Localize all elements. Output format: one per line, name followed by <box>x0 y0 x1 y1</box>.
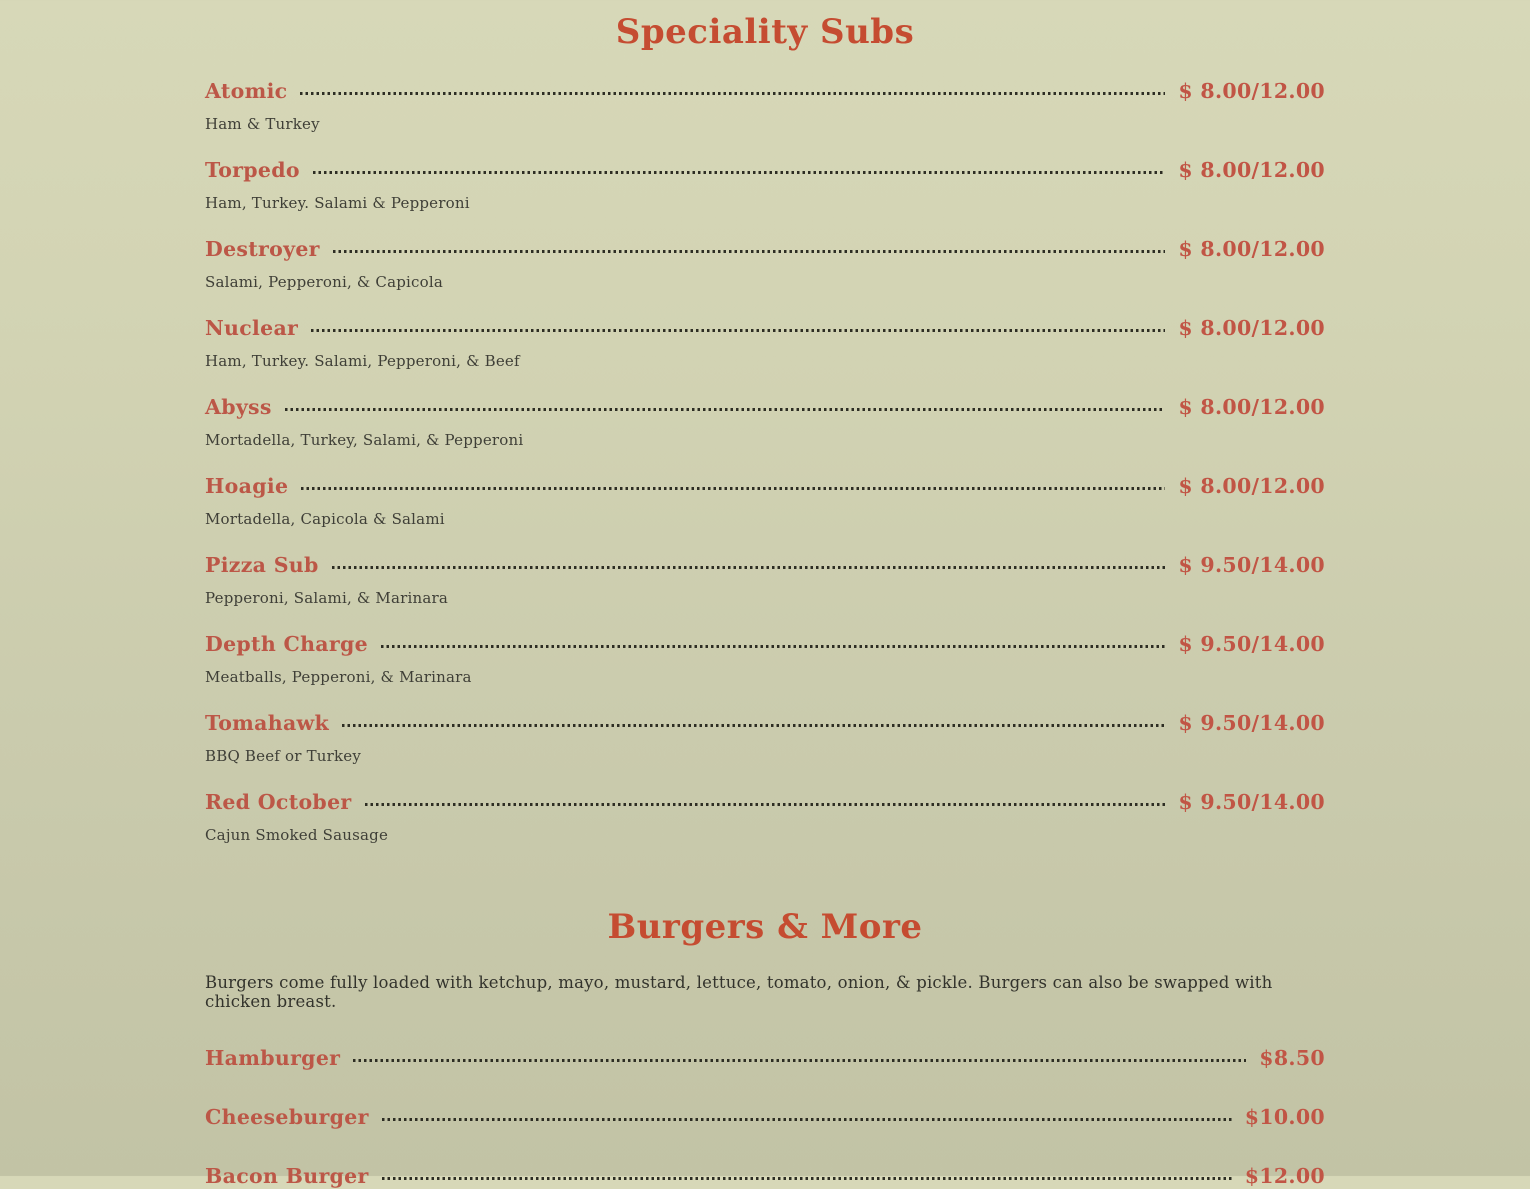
section-items <box>205 1045 1325 1189</box>
menu-item-price: $8.50 <box>1259 1046 1325 1070</box>
menu-item-row <box>205 315 1325 341</box>
menu-item-price: $12.00 <box>1244 1164 1325 1188</box>
menu-item-description: Pepperoni, Salami, & Marinara <box>205 589 448 607</box>
menu-item-name: Nuclear <box>205 316 299 340</box>
menu-item <box>205 473 1325 529</box>
menu-item-description: Cajun Smoked Sausage <box>205 826 389 844</box>
menu-item-price: $ 8.00/12.00 <box>1178 474 1325 498</box>
menu-item-row <box>205 710 1325 736</box>
menu-item-row <box>205 631 1325 657</box>
dotted-leader <box>342 724 1165 727</box>
menu-item-description: Salami, Pepperoni, & Capicola <box>205 273 443 291</box>
menu-item-name: Pizza Sub <box>205 553 319 577</box>
menu-item-name: Tomahawk <box>205 711 329 735</box>
dotted-leader <box>333 250 1166 253</box>
menu-item-price: $ 8.00/12.00 <box>1178 395 1325 419</box>
dotted-leader <box>382 1177 1232 1180</box>
section-title: Burgers & More <box>607 907 923 947</box>
menu-item-price: $ 9.50/14.00 <box>1178 632 1325 656</box>
dotted-leader <box>332 566 1166 569</box>
menu-item-description: BBQ Beef or Turkey <box>205 747 362 765</box>
dotted-leader <box>382 1118 1232 1121</box>
dotted-leader <box>381 645 1165 648</box>
menu-item <box>205 552 1325 608</box>
menu-item-row <box>205 473 1325 499</box>
dotted-leader <box>285 408 1166 411</box>
menu-item-price: $ 8.00/12.00 <box>1178 158 1325 182</box>
menu-item-row <box>205 789 1325 815</box>
dotted-leader <box>365 803 1166 806</box>
menu-item-price: $ 9.50/14.00 <box>1178 711 1325 735</box>
menu-item-row <box>205 157 1325 183</box>
menu-item <box>205 394 1325 450</box>
menu-item <box>205 789 1325 845</box>
menu-item-name: Depth Charge <box>205 632 368 656</box>
menu-item-name: Hoagie <box>205 474 289 498</box>
menu-item-name: Bacon Burger <box>205 1164 369 1188</box>
menu-item-name: Torpedo <box>205 158 300 182</box>
menu-item <box>205 1163 1325 1189</box>
dotted-leader <box>353 1059 1246 1062</box>
menu-item-row <box>205 552 1325 578</box>
menu-item <box>205 631 1325 687</box>
menu-item-row <box>205 1045 1325 1071</box>
menu-item-name: Abyss <box>205 395 272 419</box>
dotted-leader <box>313 171 1166 174</box>
menu-section <box>205 907 1325 1189</box>
dotted-leader <box>301 487 1165 490</box>
menu-item-description: Ham, Turkey. Salami & Pepperoni <box>205 194 470 212</box>
menu-item <box>205 1045 1325 1071</box>
menu-item-price: $10.00 <box>1244 1105 1325 1129</box>
menu-item-name: Atomic <box>205 79 288 103</box>
menu-item <box>205 157 1325 213</box>
menu-item-row <box>205 78 1325 104</box>
menu-item <box>205 710 1325 766</box>
menu-item-name: Cheeseburger <box>205 1105 369 1129</box>
menu-item-description: Ham, Turkey. Salami, Pepperoni, & Beef <box>205 352 520 370</box>
menu-item-price: $ 8.00/12.00 <box>1178 237 1325 261</box>
menu-item-description: Ham & Turkey <box>205 115 320 133</box>
menu-item-row <box>205 236 1325 262</box>
menu-item-price: $ 9.50/14.00 <box>1178 553 1325 577</box>
dotted-leader <box>300 92 1165 95</box>
menu-item-name: Destroyer <box>205 237 320 261</box>
menu-section <box>205 12 1325 845</box>
menu-item-price: $ 8.00/12.00 <box>1178 79 1325 103</box>
section-items <box>205 78 1325 845</box>
menu <box>205 0 1325 1189</box>
menu-item-row <box>205 1163 1325 1189</box>
menu-item-name: Red October <box>205 790 352 814</box>
menu-item-description: Meatballs, Pepperoni, & Marinara <box>205 668 472 686</box>
menu-item-row <box>205 394 1325 420</box>
menu-item-row <box>205 1104 1325 1130</box>
menu-item <box>205 236 1325 292</box>
menu-item <box>205 315 1325 371</box>
menu-item <box>205 1104 1325 1130</box>
dotted-leader <box>311 329 1165 332</box>
menu-item-price: $ 8.00/12.00 <box>1178 316 1325 340</box>
menu-item-name: Hamburger <box>205 1046 341 1070</box>
menu-item-description: Mortadella, Turkey, Salami, & Pepperoni <box>205 431 524 449</box>
menu-item <box>205 78 1325 134</box>
menu-item-description: Mortadella, Capicola & Salami <box>205 510 445 528</box>
menu-item-price: $ 9.50/14.00 <box>1178 790 1325 814</box>
section-title: Speciality Subs <box>615 12 915 52</box>
section-intro: Burgers come fully loaded with ketchup, mayo, mustard, lettuce, tomato, onion, & pickle. Burgers can also be swapped with chicken breast. <box>205 973 1273 1011</box>
